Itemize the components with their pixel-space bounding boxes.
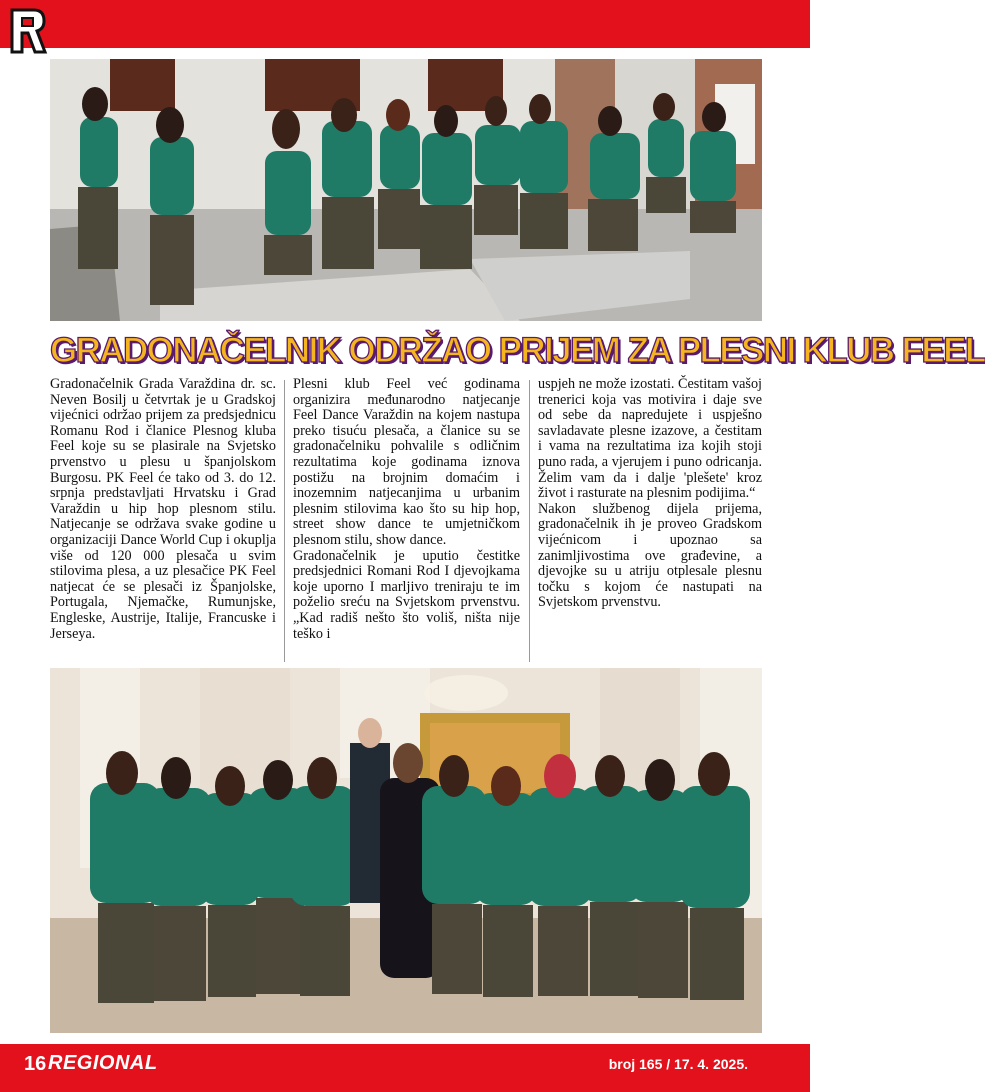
regional-r-logo-icon — [8, 6, 48, 56]
article-column-2 — [293, 377, 520, 642]
column-divider — [284, 380, 285, 662]
column-divider — [529, 380, 530, 662]
column-2-paragraph-2: Gradonačelnik je uputio čestitke predsjednici Romani Rod I djevojkama koje uporno I marljivo treniraju te im poželio sreću na Svjetskom prvenstvu. „Kad radiš nešto što voliš, ništa nije teško i — [293, 547, 520, 642]
bottom-photo-group — [50, 668, 762, 1033]
magazine-brand: REGIONAL — [48, 1052, 158, 1074]
column-1-text: Gradonačelnik Grada Varaždina dr. sc. Neven Bosilj u četvrtak je u Gradskoj vijećnici održao prijem za predsjednicu Romanu Rod i članice Plesnog kluba Feel koje su se plasirale na Svjetsko prvenstvo u plesu u španjolskom Burgosu. PK Feel će tako od 3. do 12. srpnja predstavljati Hrvatsku i Grad Varaždin u hip hop plesnom stilu. Natjecanje se održava svake godine u organizaciji Dance World Cup i okuplja više od 120 000 plesača u svim stilovima plesa, a uz plesačice PK Feel natjecat će se plesači iz Španjolske, Portugala, Njemačke, Rumunjske, Engleske, Austrije, Italije, Francuske i Jerseya. — [50, 376, 276, 642]
top-photo-dancers — [50, 59, 762, 321]
top-red-bar — [0, 0, 810, 48]
article-column-1 — [50, 377, 276, 642]
column-3-paragraph-1: uspjeh ne može izostati. Čestitam vašoj trenerici koja vas motivira i daje sve od sebe da napredujete i uspješno savladavate plesne izazove, a čestitam i vama na rezultatima iza kojih stoji puno rada, a vjerujem i puno odricanja. Želim vam da i dalje 'plešete' kroz život i rasturate na plesnim podijima.“ — [538, 376, 762, 502]
issue-info: broj 165 / 17. 4. 2025. — [608, 1056, 748, 1072]
article-column-3 — [538, 377, 762, 611]
column-2-paragraph-1: Plesni klub Feel već godinama organizira međunarodno natjecanje Feel Dance Varaždin na kojem nastupa preko tisuću plesača, a članice su se gradonačelniku pohvalile s odličnim rezultatima koje godinama iznova postižu na brojnim domaćim i inozemnim natjecanjima u urbanim plesnim stilovima kao što su hip hop, street show dance te umjetničkom plesnom stilu, show dance. — [293, 376, 520, 548]
article-headline: GRADONAČELNIK ODRŽAO PRIJEM ZA PLESNI KLUB FEEL — [50, 331, 985, 370]
column-3-paragraph-2: Nakon službenog dijela prijema, gradonačelnik ih je proveo Gradskom vijećnicom i upoznao sa zanimljivostima ove građevine, a djevojke su u atriju otplesale plesnu točku s kojom će nastupati na Svjetskom prvenstvu. — [538, 500, 762, 611]
page-number: 16 — [24, 1053, 47, 1075]
